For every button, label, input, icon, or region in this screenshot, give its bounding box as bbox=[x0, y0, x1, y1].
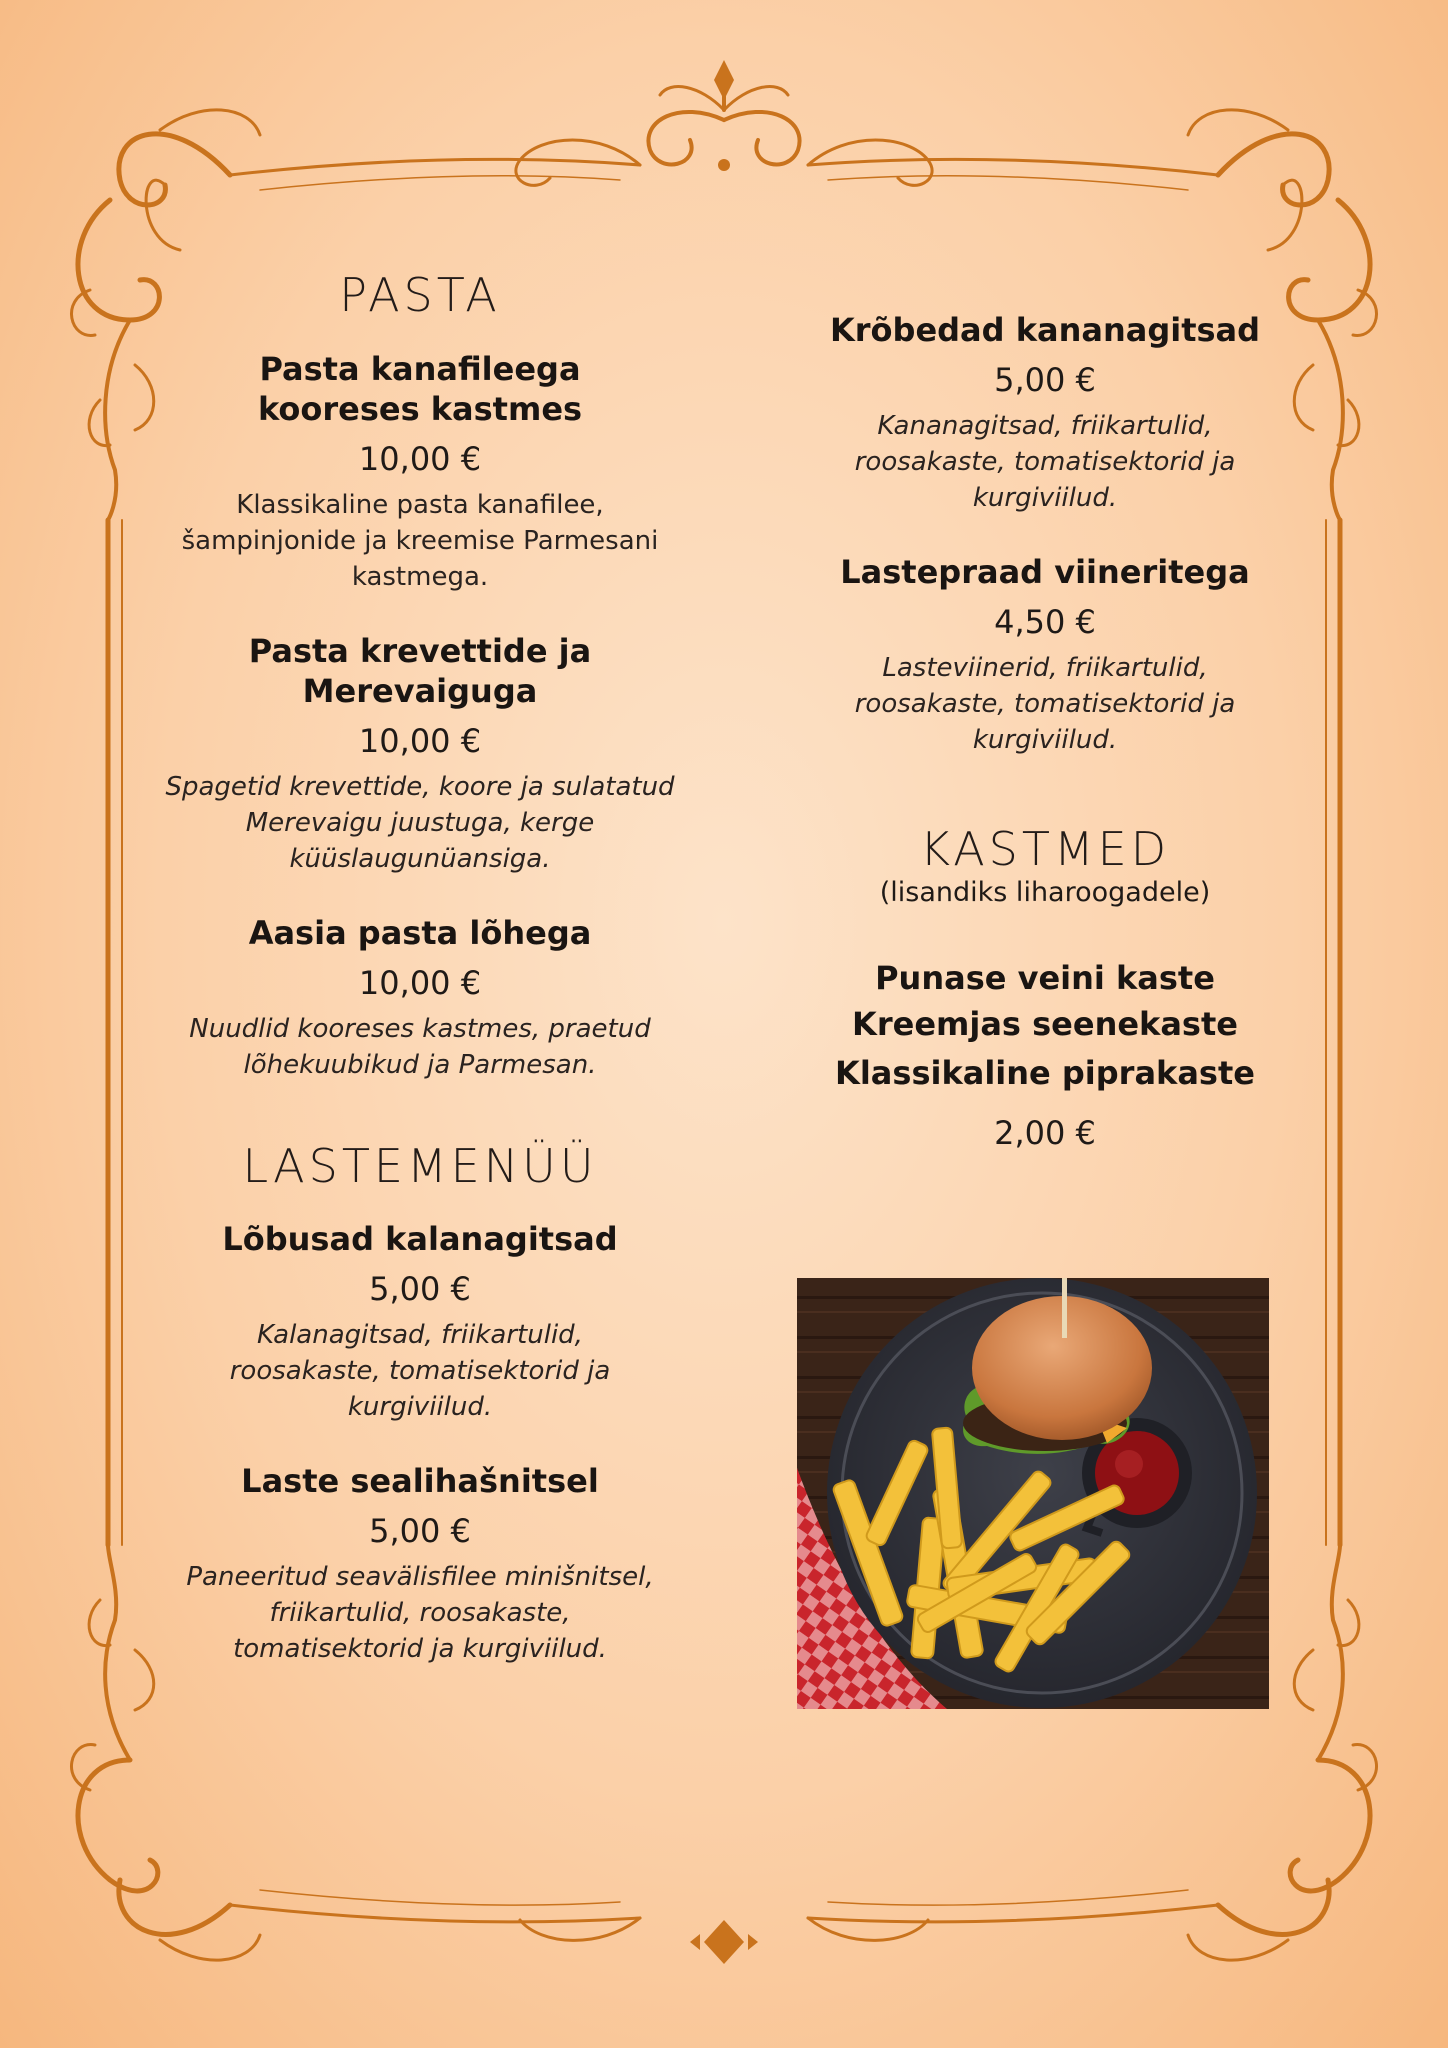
item-name: Lastepraad viineritega bbox=[840, 553, 1250, 591]
menu-item-pasta-salmon bbox=[110, 913, 730, 1083]
left-column bbox=[110, 270, 730, 1667]
sauces-subtitle: (lisandiks liharoogadele) bbox=[879, 876, 1211, 908]
kids-menu-section-title: LASTEMENÜÜ bbox=[242, 1138, 598, 1193]
item-price: 5,00 € bbox=[994, 361, 1096, 399]
item-name: Krõbedad kananagitsad bbox=[829, 311, 1261, 349]
item-description: Paneeritud seavälisfilee minišnitsel, friikartulid, roosakaste, tomatisektorid ja kurgiviilud. bbox=[186, 1562, 654, 1665]
menu-item-kids-sausages bbox=[800, 552, 1290, 758]
item-description: Klassikaline pasta kanafilee, šampinjonide ja kreemise Parmesani kastmega. bbox=[181, 489, 659, 592]
sauce-item: Punase veini kaste bbox=[875, 958, 1215, 997]
item-price: 10,00 € bbox=[358, 439, 482, 478]
item-name: Pasta kanafileega kooreses kastmes bbox=[257, 349, 583, 428]
menu-item-pasta-chicken bbox=[110, 349, 730, 595]
menu-item-kids-schnitzel bbox=[110, 1461, 730, 1667]
item-description: Lasteviinerid, friikartulid, roosakaste, tomatisektorid ja kurgiviilud. bbox=[854, 653, 1236, 755]
item-name: Lõbusad kalanagitsad bbox=[222, 1220, 618, 1259]
sauces-section-title: KASTMED bbox=[919, 822, 1171, 876]
item-description: Spagetid krevettide, koore ja sulatatud Merevaigu juustuga, kerge küüslaugunüansiga. bbox=[165, 771, 675, 874]
item-price: 5,00 € bbox=[369, 1512, 471, 1551]
item-name: Laste sealihašnitsel bbox=[241, 1462, 599, 1501]
item-price: 10,00 € bbox=[358, 721, 482, 760]
pasta-section-title: PASTA bbox=[339, 268, 501, 322]
sauce-list bbox=[800, 955, 1290, 1153]
item-description: Kananagitsad, friikartulid, roosakaste, tomatisektorid ja kurgiviilud. bbox=[854, 411, 1236, 513]
menu-item-kids-fish-nuggets bbox=[110, 1219, 730, 1425]
item-price: 10,00 € bbox=[358, 963, 482, 1002]
menu-item-pasta-shrimp bbox=[110, 631, 730, 877]
sauce-item: Klassikaline piprakaste bbox=[835, 1053, 1255, 1092]
sauce-item: Kreemjas seenekaste bbox=[852, 1004, 1238, 1043]
sauce-price: 2,00 € bbox=[994, 1113, 1096, 1152]
item-price: 5,00 € bbox=[369, 1270, 471, 1309]
item-price: 4,50 € bbox=[994, 603, 1096, 641]
item-description: Kalanagitsad, friikartulid, roosakaste, tomatisektorid ja kurgiviilud. bbox=[229, 1320, 611, 1423]
menu-item-kids-chicken-nuggets bbox=[800, 310, 1290, 516]
item-description: Nuudlid kooreses kastmes, praetud lõhekuubikud ja Parmesan. bbox=[189, 1013, 651, 1080]
burger-and-fries-photo bbox=[797, 1278, 1269, 1709]
right-column bbox=[800, 310, 1290, 1161]
item-name: Pasta krevettide ja Merevaiguga bbox=[248, 631, 592, 710]
item-name: Aasia pasta lõhega bbox=[248, 913, 592, 952]
